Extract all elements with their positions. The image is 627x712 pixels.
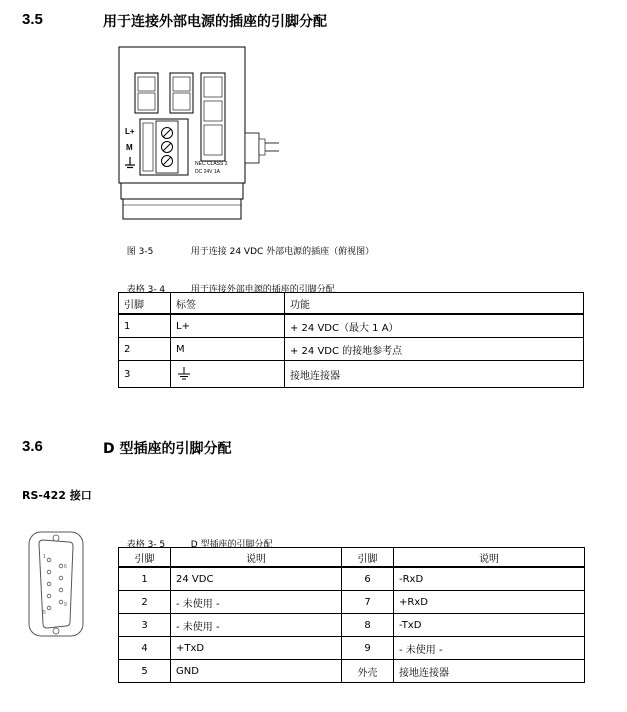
nec-label-line1: NEC CLASS 2: [195, 161, 228, 167]
cell-description: 接地连接器: [394, 660, 585, 683]
table-caption-label: 表格 3- 4: [126, 285, 166, 295]
cell-function: + 24 VDC（最大 1 A）: [285, 314, 584, 338]
table-row: [119, 338, 584, 361]
cell-pin: 5: [119, 660, 171, 683]
cell-function: + 24 VDC 的接地参考点: [285, 338, 584, 361]
cell-label: [171, 361, 285, 388]
section-number: 3.6: [22, 438, 43, 455]
sub-title: RS-422 接口: [22, 489, 92, 502]
cell-pin: 2: [119, 591, 171, 614]
table-caption-label: 表格 3- 5: [126, 540, 166, 550]
section-title: D 型插座的引脚分配: [103, 441, 232, 457]
label-m: M: [126, 143, 133, 152]
cell-pin: 7: [342, 591, 394, 614]
cell-description: - 未使用 -: [171, 614, 342, 637]
cell-description: -RxD: [394, 567, 585, 591]
cell-description: - 未使用 -: [171, 591, 342, 614]
cell-description: -TxD: [394, 614, 585, 637]
col-header-pin: 引脚: [119, 548, 171, 568]
cell-description: +TxD: [171, 637, 342, 660]
dsub-pin-6: 6: [64, 564, 67, 570]
cell-description: GND: [171, 660, 342, 683]
nec-label-line2: DC 24V 1A: [195, 169, 221, 175]
col-header-description: 说明: [394, 548, 585, 568]
cell-description: - 未使用 -: [394, 637, 585, 660]
figure-caption: [121, 234, 374, 257]
col-header-description: 说明: [171, 548, 342, 568]
table-row: [119, 637, 585, 660]
cell-pin: 3: [119, 361, 171, 388]
cell-label: L+: [171, 314, 285, 338]
table-row: [119, 614, 585, 637]
power-socket-figure: [115, 45, 285, 225]
cell-pin: 1: [119, 314, 171, 338]
dsub-pin-9: 9: [64, 602, 67, 608]
cell-function: 接地连接器: [285, 361, 584, 388]
dsub-pin-table: [118, 547, 585, 683]
section-number: 3.5: [22, 11, 43, 28]
section-title: 用于连接外部电源的插座的引脚分配: [103, 14, 327, 30]
cell-description: +RxD: [394, 591, 585, 614]
table-caption-text: D 型插座的引脚分配: [190, 540, 273, 550]
table-row: [119, 660, 585, 683]
cell-pin: 9: [342, 637, 394, 660]
table-row: [119, 591, 585, 614]
label-lplus: L+: [125, 127, 135, 136]
figure-caption-label: 图 3-5: [126, 247, 154, 257]
cell-pin: 2: [119, 338, 171, 361]
power-pin-table: [118, 292, 584, 388]
cell-description: 24 VDC: [171, 567, 342, 591]
dsub-pin-5: 5: [43, 610, 46, 616]
figure-caption-text: 用于连接 24 VDC 外部电源的插座（俯视图）: [190, 247, 375, 257]
dsub-pin-1: 1: [43, 554, 46, 560]
dsub-connector-figure: [27, 530, 87, 640]
col-header-pin: 引脚: [342, 548, 394, 568]
table-row: [119, 361, 584, 388]
cell-pin: 4: [119, 637, 171, 660]
col-header-label: 标签: [171, 293, 285, 315]
table-row: [119, 314, 584, 338]
cell-pin: 3: [119, 614, 171, 637]
col-header-function: 功能: [285, 293, 584, 315]
cell-pin: 6: [342, 567, 394, 591]
cell-pin: 1: [119, 567, 171, 591]
cell-label: M: [171, 338, 285, 361]
cell-pin: 8: [342, 614, 394, 637]
cell-pin: 外壳: [342, 660, 394, 683]
table-caption-text: 用于连接外部电源的插座的引脚分配: [190, 285, 335, 295]
col-header-pin: 引脚: [119, 293, 171, 315]
table-row: [119, 567, 585, 591]
ground-icon: [176, 366, 192, 380]
